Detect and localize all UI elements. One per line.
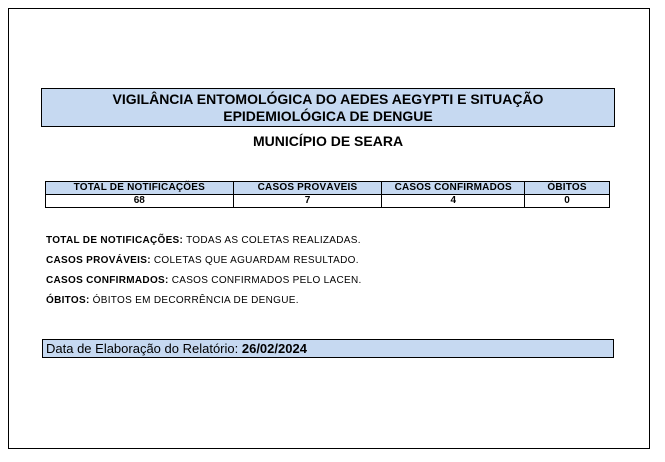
value-obitos: 0 [525, 195, 610, 208]
value-total-notificacoes: 68 [46, 195, 234, 208]
header-casos-provaveis: CASOS PROVÁVEIS [233, 182, 382, 195]
definition-text: CASOS CONFIRMADOS PELO LACEN. [168, 275, 362, 286]
municipality-heading: MUNICÍPIO DE SEARA [252, 133, 404, 149]
header-total-notificacoes: TOTAL DE NOTIFICAÇÕES [46, 182, 234, 195]
definition-item [46, 234, 362, 254]
stats-table [45, 181, 610, 208]
definition-item [46, 254, 362, 274]
value-casos-provaveis: 7 [233, 195, 382, 208]
title-line-2: EPIDEMIOLÓGICA DE DENGUE [223, 108, 433, 124]
definition-item [46, 294, 362, 314]
definition-term: ÓBITOS: [46, 295, 90, 306]
header-obitos: ÓBITOS [525, 182, 610, 195]
definition-text: TODAS AS COLETAS REALIZADAS. [183, 235, 361, 246]
table-row [46, 195, 610, 208]
title-line-1: VIGILÂNCIA ENTOMOLÓGICA DO AEDES AEGYPTI E SITUAÇÃO [112, 91, 544, 107]
value-casos-confirmados: 4 [382, 195, 525, 208]
header-casos-confirmados: CASOS CONFIRMADOS [382, 182, 525, 195]
definitions-list [46, 234, 362, 314]
report-title [41, 88, 615, 127]
report-date [42, 339, 614, 358]
definition-item [46, 274, 362, 294]
definition-text: COLETAS QUE AGUARDAM RESULTADO. [150, 255, 359, 266]
definition-term: CASOS CONFIRMADOS: [46, 275, 169, 286]
report-date-value: 26/02/2024 [241, 341, 307, 356]
report-date-label: Data de Elaboração do Relatório: [46, 341, 242, 356]
definition-term: CASOS PROVÁVEIS: [46, 255, 151, 266]
definition-text: ÓBITOS EM DECORRÊNCIA DE DENGUE. [89, 295, 299, 306]
table-header-row [46, 182, 610, 195]
page-frame [8, 8, 650, 449]
definition-term: TOTAL DE NOTIFICAÇÕES: [46, 235, 184, 246]
